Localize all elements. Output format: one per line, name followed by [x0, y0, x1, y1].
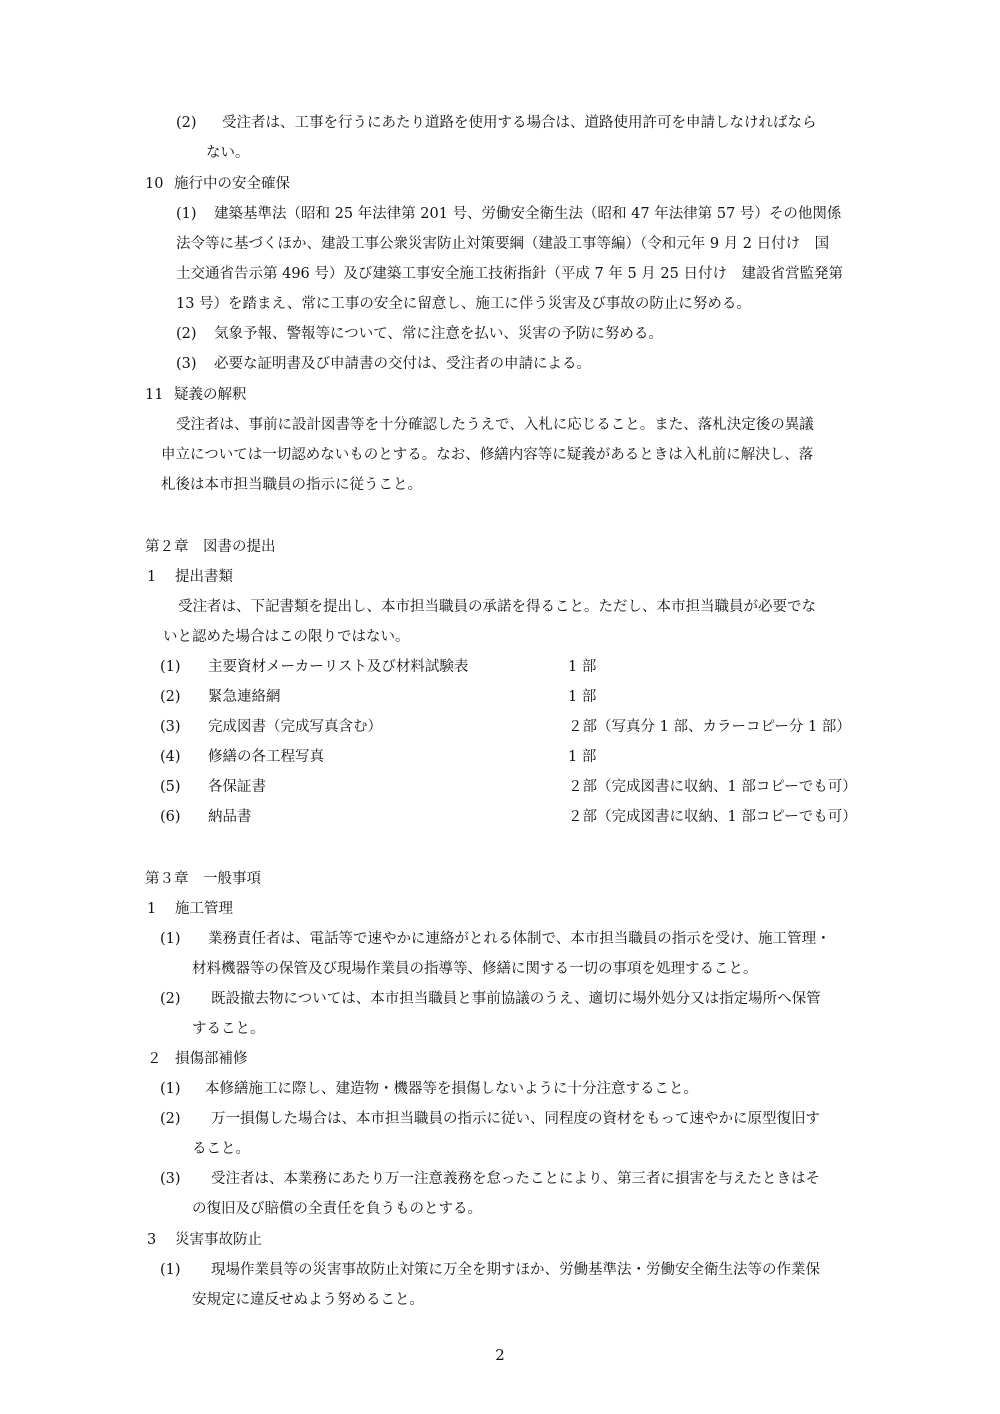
- continuation-line: ない。: [206, 145, 250, 161]
- item-text: 本修繕施工に際し、建造物・機器等を損傷しないように十分注意すること。: [205, 1081, 698, 1097]
- item-number: (3): [160, 1171, 181, 1187]
- continuation-line: の復旧及び賠償の全責任を負うものとする。: [192, 1201, 482, 1217]
- item-1-line: [176, 204, 842, 224]
- paragraph-line: 札後は本市担当職員の指示に従うこと。: [161, 477, 422, 493]
- continuation-line: 13 号）を踏まえ、常に工事の安全に留意し、施工に伴う災害及び事故の防止に努める。: [176, 296, 751, 312]
- section-title: 災害事故防止: [175, 1232, 262, 1248]
- paragraph-line: 受注者は、事前に設計図書等を十分確認したうえで、入札に応じること。また、落札決定後の異議: [176, 417, 814, 433]
- item-text: 建築基準法（昭和 25 年法律第 201 号、労働安全衛生法（昭和 47 年法律第 57 号）その他関係: [214, 206, 842, 222]
- item-3-line: [160, 1169, 820, 1189]
- page-number: 2: [495, 1346, 505, 1364]
- item-number: (3): [160, 719, 181, 735]
- section-heading: [147, 1230, 262, 1250]
- item-number: (5): [160, 779, 181, 795]
- item-text: 受注者は、本業務にあたり万一注意義務を怠ったことにより、第三者に損害を与えたときはそ: [211, 1171, 820, 1187]
- item-number: (2): [160, 1111, 181, 1127]
- item-text: 万一損傷した場合は、本市担当職員の指示に従い、同程度の資材をもって速やかに原型復旧す: [211, 1111, 820, 1127]
- item-2-line: [176, 113, 817, 133]
- item-1-line: [160, 929, 831, 949]
- item-number: (2): [160, 991, 181, 1007]
- section-title: 提出書類: [175, 569, 233, 585]
- document-quantity: ２部（完成図書に収納、1 部コピーでも可）: [568, 809, 857, 825]
- document-list-row: [160, 807, 890, 827]
- item-number: (2): [176, 326, 197, 342]
- item-number: (1): [160, 1262, 181, 1278]
- document-name: 納品書: [208, 809, 252, 825]
- section-title: 疑義の解釈: [174, 387, 247, 403]
- document-name: 完成図書（完成写真含む）: [208, 719, 382, 735]
- paragraph-line: 受注者は、下記書類を提出し、本市担当職員の承諾を得ること。ただし、本市担当職員が必要でな: [178, 599, 816, 615]
- item-number: (1): [160, 1081, 181, 1097]
- document-list-row: [160, 777, 890, 797]
- item-2-line: [160, 1109, 820, 1129]
- section-heading: [145, 174, 290, 194]
- item-number: (1): [160, 659, 181, 675]
- item-number: (2): [160, 689, 181, 705]
- item-1-line: [160, 1079, 698, 1099]
- section-number: 3: [147, 1232, 157, 1248]
- item-text: 業務責任者は、電話等で速やかに連絡がとれる体制で、本市担当職員の指示を受け、施工管理・: [208, 931, 831, 947]
- paragraph-line: 申立については一切認めないものとする。なお、修繕内容等に疑義があるときは入札前に解決し、落: [161, 447, 814, 463]
- document-list-row: [160, 717, 890, 737]
- document-name: 主要資材メーカーリスト及び材料試験表: [208, 659, 469, 675]
- document-list-row: [160, 657, 890, 677]
- item-number: (4): [160, 749, 181, 765]
- document-name: 修繕の各工程写真: [208, 749, 324, 765]
- item-number: (6): [160, 809, 181, 825]
- continuation-line: ること。: [192, 1141, 250, 1157]
- item-number: (2): [176, 115, 197, 131]
- document-quantity: 1 部: [568, 659, 597, 675]
- document-quantity: ２部（写真分 1 部、カラーコピー分 1 部）: [568, 719, 851, 735]
- continuation-line: 安規定に違反せぬよう努めること。: [192, 1292, 424, 1308]
- document-name: 緊急連絡網: [208, 689, 281, 705]
- chapter-heading: 第２章 図書の提出: [145, 539, 276, 555]
- document-quantity: ２部（完成図書に収納、1 部コピーでも可）: [568, 779, 857, 795]
- item-2-line: [160, 989, 821, 1009]
- section-title: 損傷部補修: [175, 1051, 248, 1067]
- section-number: 1: [147, 569, 157, 585]
- section-heading: [145, 385, 247, 405]
- section-number: 1: [147, 901, 157, 917]
- item-number: (1): [176, 206, 197, 222]
- item-2-line: [176, 324, 663, 344]
- item-1-line: [160, 1260, 820, 1280]
- continuation-line: 法令等に基づくほか、建設工事公衆災害防止対策要綱（建設工事等編）（令和元年 9 月 2 日付け 国: [176, 236, 830, 252]
- section-heading: [147, 567, 233, 587]
- chapter-heading: 第３章 一般事項: [145, 871, 261, 887]
- item-3-line: [176, 354, 591, 374]
- document-list-row: [160, 747, 890, 767]
- section-title: 施工管理: [175, 901, 233, 917]
- item-text: 必要な証明書及び申請書の交付は、受注者の申請による。: [214, 356, 591, 372]
- document-quantity: 1 部: [568, 749, 597, 765]
- continuation-line: 材料機器等の保管及び現場作業員の指導等、修繕に関する一切の事項を処理すること。: [192, 961, 758, 977]
- continuation-line: 土交通省告示第 496 号）及び建築工事安全施工技術指針（平成 7 年 5 月 25 日付け 建設省営監発第: [176, 266, 843, 282]
- paragraph-line: いと認めた場合はこの限りではない。: [163, 629, 410, 645]
- section-heading: [147, 1049, 248, 1069]
- section-number: 11: [145, 387, 164, 403]
- section-number: ２: [147, 1051, 162, 1067]
- item-text: 既設撤去物については、本市担当職員と事前協議のうえ、適切に場外処分又は指定場所へ保管: [211, 991, 821, 1007]
- document-list-row: [160, 687, 890, 707]
- section-title: 施行中の安全確保: [174, 176, 290, 192]
- item-text: 受注者は、工事を行うにあたり道路を使用する場合は、道路使用許可を申請しなければなら: [222, 115, 817, 131]
- continuation-line: すること。: [192, 1021, 265, 1037]
- item-number: (1): [160, 931, 181, 947]
- item-text: 現場作業員等の災害事故防止対策に万全を期すほか、労働基準法・労働安全衛生法等の作業保: [211, 1262, 820, 1278]
- section-heading: [147, 899, 233, 919]
- document-quantity: 1 部: [568, 689, 597, 705]
- item-number: (3): [176, 356, 197, 372]
- section-number: 10: [145, 176, 164, 192]
- document-name: 各保証書: [208, 779, 266, 795]
- item-text: 気象予報、警報等について、常に注意を払い、災害の予防に努める。: [214, 326, 663, 342]
